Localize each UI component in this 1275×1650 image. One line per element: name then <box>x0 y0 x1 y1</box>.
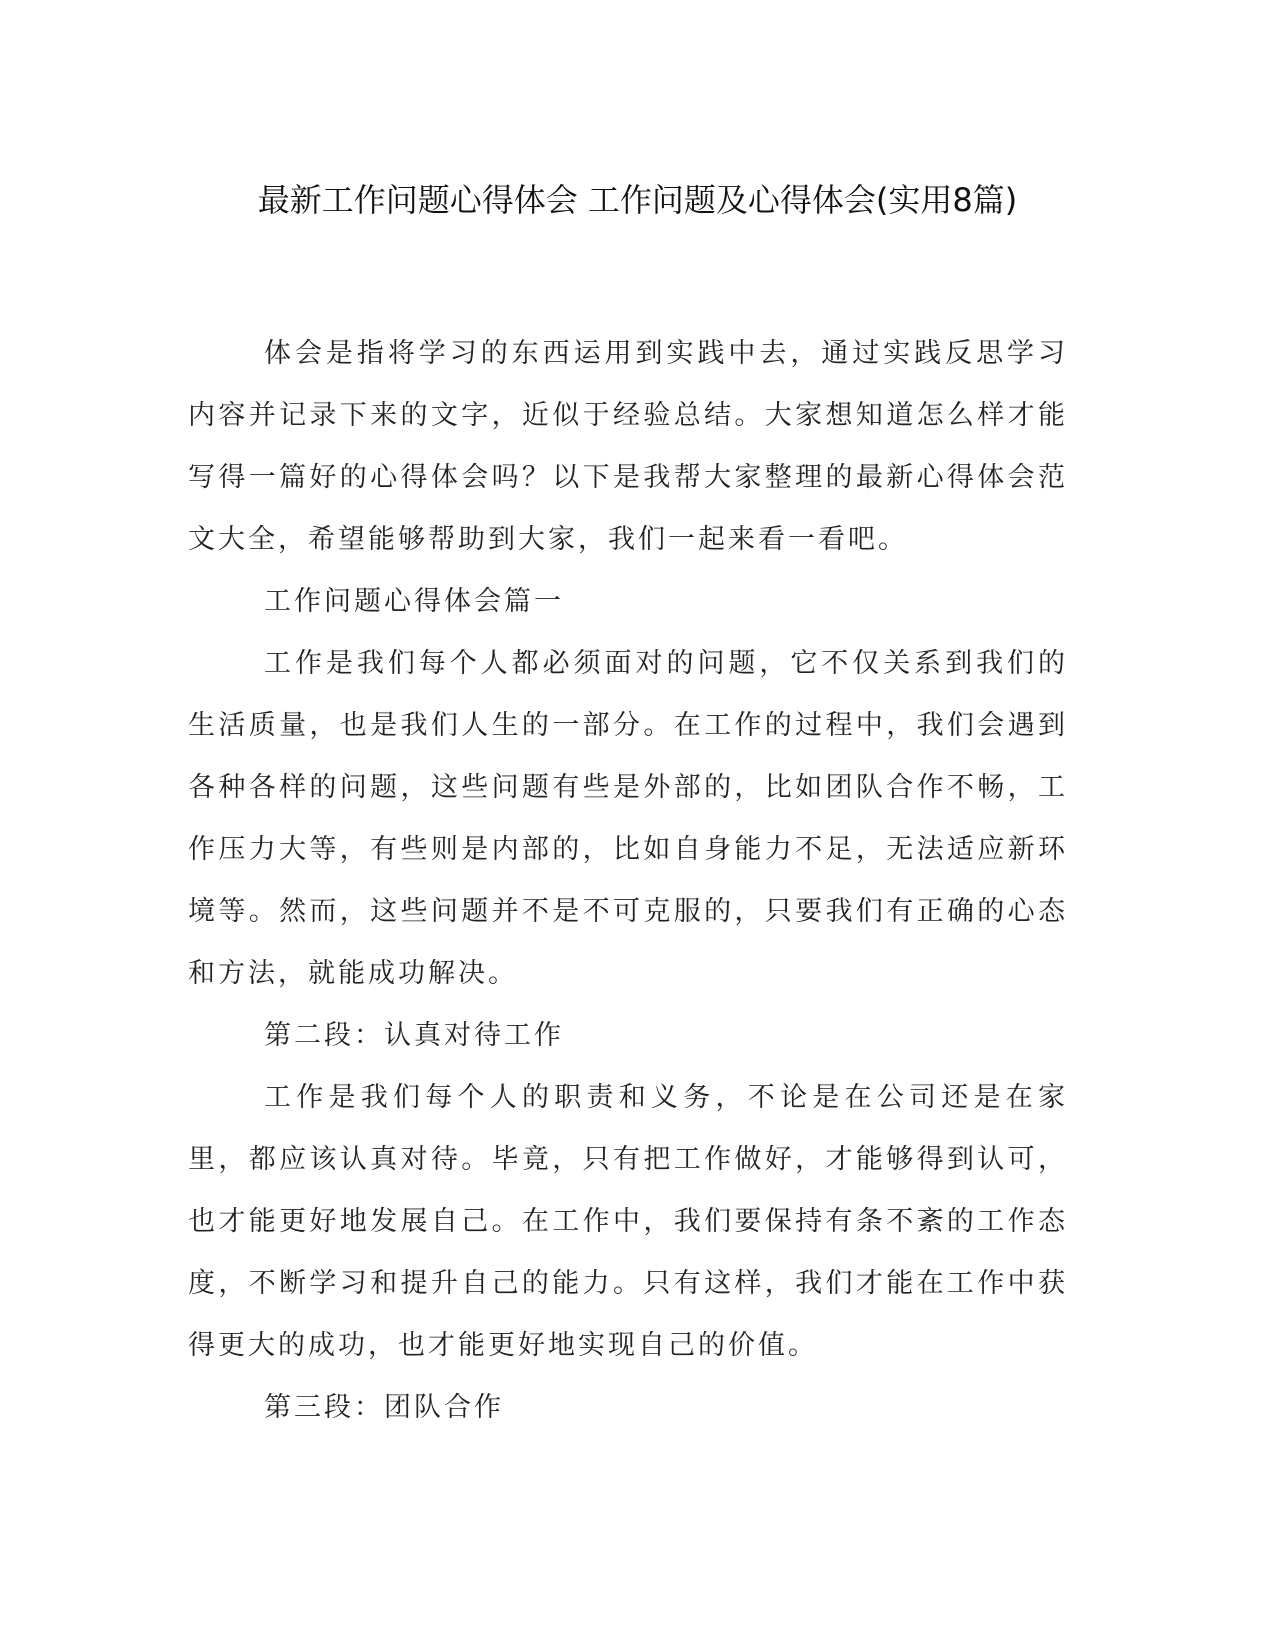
section-heading-third: 第三段：团队合作 <box>264 1392 504 1423</box>
paragraph-part-one: 工作是我们每个人都必须面对的问题，它不仅关系到我们的生活质量，也是我们人生的一部分。在工作的过程中，我们会遇到各种各样的问题，这些问题有些是外部的，比如团队合作不畅，工作压力大等，有些则是内部的，比如自身能力不足，无法适应新环境等。然而，这些问题并不是不可克服的，只要我们有正确的心态和方法，就能成功解决。 <box>188 648 1068 989</box>
document-body <box>188 323 1068 1439</box>
document-title: 最新工作问题心得体会 工作问题及心得体会(实用8篇) <box>257 181 1018 219</box>
paragraph-second: 工作是我们每个人的职责和义务，不论是在公司还是在家里，都应该认真对待。毕竟，只有把工作做好，才能够得到认可，也才能更好地发展自己。在工作中，我们要保持有条不紊的工作态度，不断学习和提升自己的能力。只有这样，我们才能在工作中获得更大的成功，也才能更好地实现自己的价值。 <box>188 1082 1068 1361</box>
section-heading-part-one: 工作问题心得体会篇一 <box>264 586 564 617</box>
paragraph-intro: 体会是指将学习的东西运用到实践中去，通过实践反思学习内容并记录下来的文字，近似于经验总结。大家想知道怎么样才能写得一篇好的心得体会吗？以下是我帮大家整理的最新心得体会范文大全，希望能够帮助到大家，我们一起来看一看吧。 <box>188 338 1068 555</box>
section-heading-second: 第二段：认真对待工作 <box>264 1020 564 1051</box>
